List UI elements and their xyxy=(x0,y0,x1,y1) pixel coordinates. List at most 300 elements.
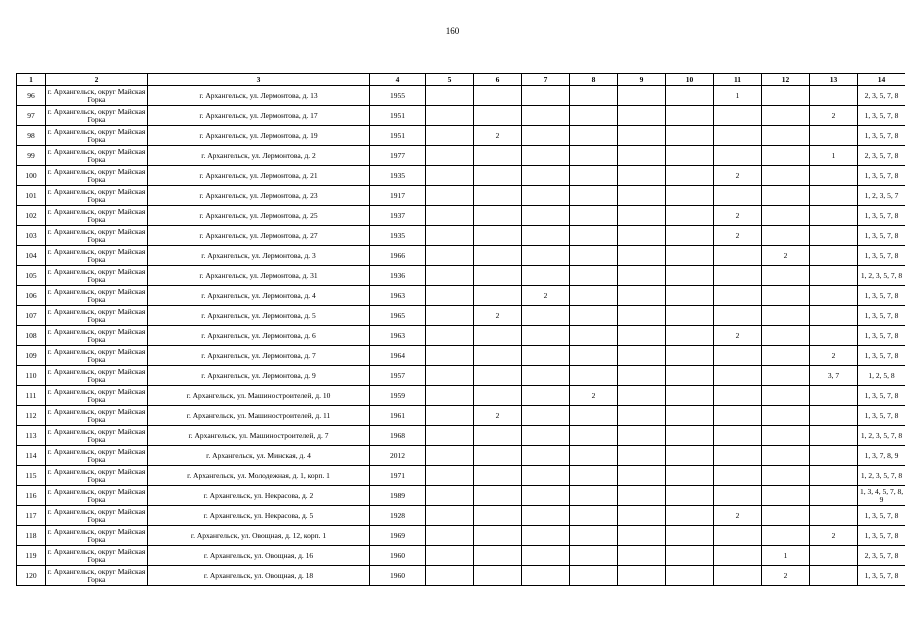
table-cell-col-11 xyxy=(714,406,762,426)
table-cell-col-9 xyxy=(618,546,666,566)
table-cell-col-11: 2 xyxy=(714,166,762,186)
table-cell-col-4: 1937 xyxy=(370,206,426,226)
table-cell-col-3: г. Архангельск, ул. Лермонтова, д. 17 xyxy=(148,106,370,126)
table-cell-col-11 xyxy=(714,426,762,446)
table-cell-col-5 xyxy=(426,186,474,206)
table-cell-col-7 xyxy=(522,226,570,246)
table-cell-col-13 xyxy=(810,326,858,346)
table-cell-col-8 xyxy=(570,426,618,446)
table-cell-col-14: 1, 3, 4, 5, 7, 8, 9 xyxy=(858,486,905,506)
table-cell-col-6 xyxy=(474,446,522,466)
table-cell-col-1: 107 xyxy=(17,306,46,326)
table-cell-col-6 xyxy=(474,86,522,106)
table-cell-col-5 xyxy=(426,86,474,106)
table-cell-col-3: г. Архангельск, ул. Лермонтова, д. 21 xyxy=(148,166,370,186)
table-cell-col-11 xyxy=(714,286,762,306)
table-cell-col-6 xyxy=(474,226,522,246)
table-cell-col-4: 1959 xyxy=(370,386,426,406)
table-cell-col-6: 2 xyxy=(474,406,522,426)
table-cell-col-11 xyxy=(714,486,762,506)
table-row xyxy=(17,146,905,166)
table-cell-col-8 xyxy=(570,206,618,226)
table-cell-col-11 xyxy=(714,106,762,126)
table-cell-col-10 xyxy=(666,466,714,486)
table-cell-col-5 xyxy=(426,506,474,526)
table-cell-col-5 xyxy=(426,346,474,366)
table-cell-col-12 xyxy=(762,506,810,526)
table-cell-col-8 xyxy=(570,86,618,106)
table-cell-col-7 xyxy=(522,346,570,366)
column-header-8: 8 xyxy=(570,74,618,86)
table-cell-col-6 xyxy=(474,266,522,286)
table-cell-col-12 xyxy=(762,326,810,346)
table-cell-col-13 xyxy=(810,486,858,506)
table-cell-col-2: г. Архангельск, округ Майская Горка xyxy=(46,526,148,546)
table-cell-col-4: 1971 xyxy=(370,466,426,486)
table-cell-col-5 xyxy=(426,146,474,166)
table-cell-col-4: 1968 xyxy=(370,426,426,446)
table-cell-col-2: г. Архангельск, округ Майская Горка xyxy=(46,566,148,586)
table-cell-col-7 xyxy=(522,126,570,146)
table-cell-col-13 xyxy=(810,406,858,426)
table-cell-col-13 xyxy=(810,466,858,486)
table-cell-col-14: 1, 2, 3, 5, 7, 8 xyxy=(858,266,905,286)
table-cell-col-14: 1, 3, 5, 7, 8 xyxy=(858,406,905,426)
table-cell-col-12 xyxy=(762,386,810,406)
table-row xyxy=(17,186,905,206)
table-cell-col-3: г. Архангельск, ул. Молодежная, д. 1, корп. 1 xyxy=(148,466,370,486)
table-cell-col-12 xyxy=(762,426,810,446)
table-cell-col-6 xyxy=(474,466,522,486)
table-row xyxy=(17,106,905,126)
table-cell-col-1: 118 xyxy=(17,526,46,546)
table-cell-col-8 xyxy=(570,506,618,526)
table-cell-col-9 xyxy=(618,426,666,446)
table-cell-col-10 xyxy=(666,426,714,446)
column-header-12: 12 xyxy=(762,74,810,86)
table-cell-col-2: г. Архангельск, округ Майская Горка xyxy=(46,546,148,566)
table-cell-col-9 xyxy=(618,206,666,226)
table-cell-col-11: 2 xyxy=(714,206,762,226)
table-cell-col-4: 1957 xyxy=(370,366,426,386)
table-cell-col-14: 1, 3, 5, 7, 8 xyxy=(858,526,905,546)
table-cell-col-6 xyxy=(474,246,522,266)
table-cell-col-1: 110 xyxy=(17,366,46,386)
table-cell-col-8 xyxy=(570,266,618,286)
table-cell-col-11 xyxy=(714,546,762,566)
column-header-4: 4 xyxy=(370,74,426,86)
column-header-5: 5 xyxy=(426,74,474,86)
table-cell-col-7 xyxy=(522,426,570,446)
table-cell-col-10 xyxy=(666,186,714,206)
table-cell-col-7 xyxy=(522,386,570,406)
table-cell-col-4: 1960 xyxy=(370,566,426,586)
table-cell-col-3: г. Архангельск, ул. Лермонтова, д. 7 xyxy=(148,346,370,366)
table-cell-col-4: 1951 xyxy=(370,126,426,146)
table-cell-col-13 xyxy=(810,546,858,566)
table-cell-col-14: 1, 3, 5, 7, 8 xyxy=(858,566,905,586)
table-cell-col-7 xyxy=(522,206,570,226)
table-cell-col-11 xyxy=(714,466,762,486)
table-cell-col-10 xyxy=(666,206,714,226)
table-cell-col-2: г. Архангельск, округ Майская Горка xyxy=(46,486,148,506)
table-cell-col-2: г. Архангельск, округ Майская Горка xyxy=(46,386,148,406)
table-cell-col-5 xyxy=(426,266,474,286)
table-row xyxy=(17,366,905,386)
table-cell-col-8 xyxy=(570,546,618,566)
table-cell-col-10 xyxy=(666,106,714,126)
table-cell-col-8 xyxy=(570,246,618,266)
table-cell-col-6: 2 xyxy=(474,126,522,146)
table-cell-col-2: г. Архангельск, округ Майская Горка xyxy=(46,326,148,346)
table-cell-col-7 xyxy=(522,186,570,206)
table-cell-col-7 xyxy=(522,146,570,166)
table-cell-col-4: 1960 xyxy=(370,546,426,566)
table-cell-col-12 xyxy=(762,106,810,126)
column-header-14: 14 xyxy=(858,74,905,86)
table-body xyxy=(17,86,905,586)
table-cell-col-7 xyxy=(522,166,570,186)
table-cell-col-3: г. Архангельск, ул. Лермонтова, д. 31 xyxy=(148,266,370,286)
table-cell-col-10 xyxy=(666,486,714,506)
table-cell-col-1: 108 xyxy=(17,326,46,346)
table-cell-col-7 xyxy=(522,506,570,526)
table-cell-col-3: г. Архангельск, ул. Лермонтова, д. 5 xyxy=(148,306,370,326)
table-cell-col-14: 1, 3, 5, 7, 8 xyxy=(858,346,905,366)
table-cell-col-6 xyxy=(474,546,522,566)
table-cell-col-5 xyxy=(426,526,474,546)
table-cell-col-10 xyxy=(666,246,714,266)
table-cell-col-14: 1, 3, 5, 7, 8 xyxy=(858,246,905,266)
table-cell-col-9 xyxy=(618,146,666,166)
table-cell-col-9 xyxy=(618,226,666,246)
table-cell-col-13 xyxy=(810,186,858,206)
table-cell-col-4: 1965 xyxy=(370,306,426,326)
table-cell-col-6 xyxy=(474,206,522,226)
table-cell-col-10 xyxy=(666,266,714,286)
table-cell-col-3: г. Архангельск, ул. Лермонтова, д. 25 xyxy=(148,206,370,226)
table-row xyxy=(17,226,905,246)
table-row xyxy=(17,266,905,286)
table-cell-col-3: г. Архангельск, ул. Лермонтова, д. 3 xyxy=(148,246,370,266)
table-cell-col-10 xyxy=(666,546,714,566)
table-cell-col-7 xyxy=(522,486,570,506)
table-cell-col-1: 115 xyxy=(17,466,46,486)
table-cell-col-11: 2 xyxy=(714,326,762,346)
table-cell-col-2: г. Архангельск, округ Майская Горка xyxy=(46,166,148,186)
table-cell-col-13 xyxy=(810,246,858,266)
table-cell-col-2: г. Архангельск, округ Майская Горка xyxy=(46,226,148,246)
table-cell-col-2: г. Архангельск, округ Майская Горка xyxy=(46,126,148,146)
table-cell-col-8 xyxy=(570,106,618,126)
table-cell-col-11: 2 xyxy=(714,226,762,246)
table-cell-col-1: 113 xyxy=(17,426,46,446)
table-cell-col-9 xyxy=(618,386,666,406)
table-cell-col-14: 1, 2, 3, 5, 7, 8 xyxy=(858,426,905,446)
table-cell-col-8 xyxy=(570,146,618,166)
table-cell-col-9 xyxy=(618,346,666,366)
table-cell-col-13 xyxy=(810,566,858,586)
table-cell-col-4: 1917 xyxy=(370,186,426,206)
table-cell-col-8 xyxy=(570,126,618,146)
table-cell-col-4: 1928 xyxy=(370,506,426,526)
table-cell-col-7 xyxy=(522,366,570,386)
table-cell-col-6 xyxy=(474,566,522,586)
table-cell-col-12 xyxy=(762,466,810,486)
table-cell-col-3: г. Архангельск, ул. Лермонтова, д. 2 xyxy=(148,146,370,166)
table-cell-col-9 xyxy=(618,246,666,266)
table-cell-col-12 xyxy=(762,406,810,426)
table-cell-col-11 xyxy=(714,306,762,326)
table-cell-col-12 xyxy=(762,86,810,106)
table-cell-col-11 xyxy=(714,366,762,386)
table-cell-col-8 xyxy=(570,446,618,466)
table-cell-col-10 xyxy=(666,306,714,326)
table-cell-col-5 xyxy=(426,466,474,486)
column-header-3: 3 xyxy=(148,74,370,86)
table-row xyxy=(17,546,905,566)
table-row xyxy=(17,386,905,406)
table-cell-col-12 xyxy=(762,526,810,546)
table-row xyxy=(17,126,905,146)
table-cell-col-6 xyxy=(474,386,522,406)
table-cell-col-14: 1, 2, 3, 5, 7, 8 xyxy=(858,466,905,486)
page-number: 160 xyxy=(445,26,460,36)
table-cell-col-3: г. Архангельск, ул. Некрасова, д. 5 xyxy=(148,506,370,526)
table-cell-col-1: 120 xyxy=(17,566,46,586)
table-cell-col-5 xyxy=(426,426,474,446)
table-cell-col-7 xyxy=(522,526,570,546)
table-cell-col-5 xyxy=(426,366,474,386)
table-cell-col-11 xyxy=(714,526,762,546)
table-cell-col-1: 104 xyxy=(17,246,46,266)
table-cell-col-3: г. Архангельск, ул. Лермонтова, д. 13 xyxy=(148,86,370,106)
table-cell-col-5 xyxy=(426,226,474,246)
table-cell-col-2: г. Архангельск, округ Майская Горка xyxy=(46,246,148,266)
table-cell-col-8: 2 xyxy=(570,386,618,406)
table-cell-col-1: 98 xyxy=(17,126,46,146)
table-cell-col-14: 1, 3, 5, 7, 8 xyxy=(858,226,905,246)
table-cell-col-5 xyxy=(426,206,474,226)
table-cell-col-2: г. Архангельск, округ Майская Горка xyxy=(46,206,148,226)
table-cell-col-1: 100 xyxy=(17,166,46,186)
table-cell-col-13 xyxy=(810,446,858,466)
table-cell-col-5 xyxy=(426,306,474,326)
table-cell-col-13 xyxy=(810,126,858,146)
table-cell-col-8 xyxy=(570,346,618,366)
table-cell-col-5 xyxy=(426,246,474,266)
table-cell-col-12 xyxy=(762,346,810,366)
table-cell-col-11 xyxy=(714,566,762,586)
table-cell-col-11 xyxy=(714,386,762,406)
table-cell-col-4: 1935 xyxy=(370,166,426,186)
table-cell-col-7 xyxy=(522,466,570,486)
table-cell-col-8 xyxy=(570,226,618,246)
table-cell-col-13 xyxy=(810,306,858,326)
table-cell-col-4: 1977 xyxy=(370,146,426,166)
table-cell-col-11 xyxy=(714,126,762,146)
table-cell-col-3: г. Архангельск, ул. Лермонтова, д. 6 xyxy=(148,326,370,346)
table-cell-col-6: 2 xyxy=(474,306,522,326)
table-cell-col-12 xyxy=(762,286,810,306)
table-cell-col-14: 1, 3, 5, 7, 8 xyxy=(858,506,905,526)
table-row xyxy=(17,566,905,586)
table-cell-col-9 xyxy=(618,526,666,546)
table-cell-col-1: 106 xyxy=(17,286,46,306)
table-cell-col-12: 1 xyxy=(762,546,810,566)
column-header-1: 1 xyxy=(17,74,46,86)
table-cell-col-8 xyxy=(570,486,618,506)
table-cell-col-4: 1935 xyxy=(370,226,426,246)
table-cell-col-7 xyxy=(522,266,570,286)
table-cell-col-14: 2, 3, 5, 7, 8 xyxy=(858,86,905,106)
table-cell-col-7 xyxy=(522,86,570,106)
table-cell-col-11 xyxy=(714,146,762,166)
table-cell-col-8 xyxy=(570,186,618,206)
table-cell-col-11 xyxy=(714,186,762,206)
table-cell-col-7 xyxy=(522,546,570,566)
table-cell-col-14: 1, 3, 5, 7, 8 xyxy=(858,386,905,406)
table-cell-col-6 xyxy=(474,526,522,546)
table-cell-col-9 xyxy=(618,466,666,486)
table-cell-col-6 xyxy=(474,166,522,186)
table-cell-col-7 xyxy=(522,306,570,326)
table-cell-col-14: 1, 3, 5, 7, 8 xyxy=(858,326,905,346)
table-cell-col-9 xyxy=(618,486,666,506)
table-cell-col-12 xyxy=(762,446,810,466)
table-cell-col-4: 1936 xyxy=(370,266,426,286)
table-cell-col-9 xyxy=(618,86,666,106)
table-cell-col-3: г. Архангельск, ул. Лермонтова, д. 4 xyxy=(148,286,370,306)
table-cell-col-1: 114 xyxy=(17,446,46,466)
table-cell-col-10 xyxy=(666,326,714,346)
table-cell-col-13 xyxy=(810,266,858,286)
table-cell-col-3: г. Архангельск, ул. Овощная, д. 12, корп. 1 xyxy=(148,526,370,546)
table-cell-col-11 xyxy=(714,266,762,286)
table-cell-col-4: 1989 xyxy=(370,486,426,506)
table-cell-col-3: г. Архангельск, ул. Овощная, д. 18 xyxy=(148,566,370,586)
table-cell-col-9 xyxy=(618,286,666,306)
table-cell-col-5 xyxy=(426,326,474,346)
table-cell-col-3: г. Архангельск, ул. Лермонтова, д. 27 xyxy=(148,226,370,246)
table-cell-col-8 xyxy=(570,166,618,186)
table-cell-col-5 xyxy=(426,106,474,126)
table-cell-col-11: 2 xyxy=(714,506,762,526)
table-cell-col-2: г. Архангельск, округ Майская Горка xyxy=(46,266,148,286)
table-cell-col-9 xyxy=(618,126,666,146)
table-cell-col-4: 1955 xyxy=(370,86,426,106)
table-cell-col-2: г. Архангельск, округ Майская Горка xyxy=(46,366,148,386)
table-row xyxy=(17,326,905,346)
table-cell-col-3: г. Архангельск, ул. Машиностроителей, д. 10 xyxy=(148,386,370,406)
table-cell-col-9 xyxy=(618,566,666,586)
table-cell-col-4: 1964 xyxy=(370,346,426,366)
table-cell-col-7 xyxy=(522,566,570,586)
table-cell-col-12 xyxy=(762,306,810,326)
table-cell-col-14: 1, 3, 5, 7, 8 xyxy=(858,106,905,126)
table-cell-col-2: г. Архангельск, округ Майская Горка xyxy=(46,346,148,366)
table-cell-col-10 xyxy=(666,406,714,426)
table-cell-col-9 xyxy=(618,366,666,386)
table-cell-col-14: 1, 3, 5, 7, 8 xyxy=(858,306,905,326)
table-cell-col-1: 111 xyxy=(17,386,46,406)
table-cell-col-3: г. Архангельск, ул. Овощная, д. 16 xyxy=(148,546,370,566)
table-cell-col-7 xyxy=(522,446,570,466)
table-cell-col-13: 2 xyxy=(810,106,858,126)
column-header-10: 10 xyxy=(666,74,714,86)
table-cell-col-13 xyxy=(810,226,858,246)
table-row xyxy=(17,286,905,306)
table-cell-col-5 xyxy=(426,406,474,426)
table-cell-col-8 xyxy=(570,326,618,346)
table-cell-col-1: 102 xyxy=(17,206,46,226)
table-cell-col-13 xyxy=(810,86,858,106)
table-cell-col-13: 2 xyxy=(810,526,858,546)
table-cell-col-8 xyxy=(570,466,618,486)
table-cell-col-10 xyxy=(666,126,714,146)
table-header xyxy=(17,74,905,86)
table-cell-col-4: 1951 xyxy=(370,106,426,126)
column-header-6: 6 xyxy=(474,74,522,86)
table-cell-col-6 xyxy=(474,326,522,346)
table-cell-col-8 xyxy=(570,366,618,386)
table-cell-col-10 xyxy=(666,566,714,586)
table-cell-col-14: 1, 3, 5, 7, 8 xyxy=(858,126,905,146)
table-cell-col-5 xyxy=(426,446,474,466)
table-cell-col-4: 1963 xyxy=(370,286,426,306)
table-cell-col-12 xyxy=(762,206,810,226)
table-cell-col-11 xyxy=(714,246,762,266)
table-cell-col-9 xyxy=(618,266,666,286)
table-cell-col-5 xyxy=(426,286,474,306)
table-cell-col-1: 112 xyxy=(17,406,46,426)
table-row xyxy=(17,526,905,546)
table-cell-col-10 xyxy=(666,446,714,466)
table-row xyxy=(17,506,905,526)
table-cell-col-9 xyxy=(618,166,666,186)
column-header-9: 9 xyxy=(618,74,666,86)
table-cell-col-6 xyxy=(474,186,522,206)
table-cell-col-13 xyxy=(810,206,858,226)
table-cell-col-2: г. Архангельск, округ Майская Горка xyxy=(46,406,148,426)
table-cell-col-7: 2 xyxy=(522,286,570,306)
table-cell-col-7 xyxy=(522,106,570,126)
table-row xyxy=(17,406,905,426)
table-cell-col-9 xyxy=(618,326,666,346)
table-cell-col-7 xyxy=(522,246,570,266)
table-cell-col-5 xyxy=(426,546,474,566)
table-cell-col-3: г. Архангельск, ул. Некрасова, д. 2 xyxy=(148,486,370,506)
table-cell-col-4: 1963 xyxy=(370,326,426,346)
table-cell-col-7 xyxy=(522,326,570,346)
table-cell-col-10 xyxy=(666,366,714,386)
table-cell-col-3: г. Архангельск, ул. Лермонтова, д. 23 xyxy=(148,186,370,206)
table-cell-col-1: 97 xyxy=(17,106,46,126)
table-cell-col-5 xyxy=(426,486,474,506)
table-cell-col-10 xyxy=(666,166,714,186)
table-cell-col-6 xyxy=(474,486,522,506)
table-cell-col-10 xyxy=(666,226,714,246)
table-cell-col-10 xyxy=(666,386,714,406)
table-cell-col-5 xyxy=(426,386,474,406)
table-cell-col-6 xyxy=(474,146,522,166)
table-cell-col-8 xyxy=(570,306,618,326)
table-cell-col-14: 1, 3, 5, 7, 8 xyxy=(858,286,905,306)
table-cell-col-11: 1 xyxy=(714,86,762,106)
table-cell-col-14: 1, 3, 5, 7, 8 xyxy=(858,166,905,186)
table-cell-col-14: 1, 2, 3, 5, 7 xyxy=(858,186,905,206)
table-cell-col-13: 1 xyxy=(810,146,858,166)
